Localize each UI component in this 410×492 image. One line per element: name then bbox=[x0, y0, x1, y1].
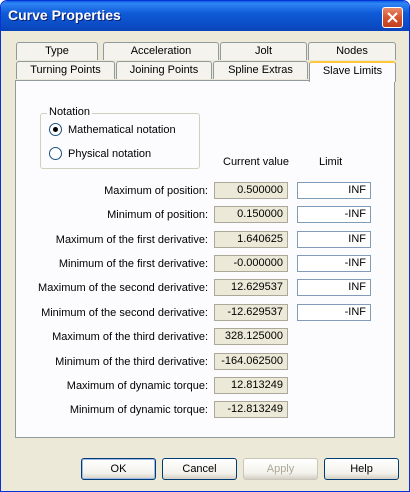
value-max-second-derivative: 12.629537 bbox=[214, 279, 288, 296]
column-header-limit: Limit bbox=[319, 156, 343, 168]
radio-physical-notation[interactable] bbox=[49, 147, 151, 160]
radio-button-selected[interactable] bbox=[49, 123, 62, 136]
label-max-first-derivative: Maximum of the first derivative: bbox=[55, 234, 208, 246]
label-max-dynamic-torque: Maximum of dynamic torque: bbox=[66, 380, 208, 392]
value-max-first-derivative: 1.640625 bbox=[214, 231, 288, 248]
limit-min-first-derivative[interactable]: -INF bbox=[297, 255, 371, 272]
limit-max-first-derivative[interactable]: INF bbox=[297, 231, 371, 248]
value-max-third-derivative: 328.125000 bbox=[214, 328, 288, 345]
label-max-third-derivative: Maximum of the third derivative: bbox=[52, 331, 208, 343]
value-min-third-derivative: -164.062500 bbox=[214, 353, 288, 370]
notation-group bbox=[40, 106, 200, 169]
value-min-first-derivative: -0.000000 bbox=[214, 255, 288, 272]
tab-type[interactable]: Type bbox=[16, 42, 98, 60]
label-min-position: Minimum of position: bbox=[107, 209, 208, 221]
ok-button[interactable]: OK bbox=[81, 458, 156, 480]
value-min-second-derivative: -12.629537 bbox=[214, 304, 288, 321]
radio-mathematical-notation[interactable] bbox=[49, 123, 176, 136]
cancel-button[interactable]: Cancel bbox=[162, 458, 237, 480]
radio-label-physical: Physical notation bbox=[68, 147, 152, 160]
tab-joining-points[interactable]: Joining Points bbox=[116, 61, 212, 79]
label-max-second-derivative: Maximum of the second derivative: bbox=[38, 282, 208, 294]
value-max-position: 0.500000 bbox=[214, 182, 288, 199]
column-header-current-value: Current value bbox=[223, 156, 290, 168]
limit-max-position[interactable]: INF bbox=[297, 182, 371, 199]
limit-min-second-derivative[interactable]: -INF bbox=[297, 304, 371, 321]
close-icon bbox=[387, 12, 398, 23]
help-button[interactable]: Help bbox=[324, 458, 399, 480]
label-min-third-derivative: Minimum of the third derivative: bbox=[55, 356, 208, 368]
radio-button[interactable] bbox=[49, 147, 62, 160]
window-title: Curve Properties bbox=[8, 7, 121, 23]
label-min-first-derivative: Minimum of the first derivative: bbox=[58, 258, 208, 270]
limit-min-position[interactable]: -INF bbox=[297, 206, 371, 223]
value-max-dynamic-torque: 12.813249 bbox=[214, 377, 288, 394]
tab-slave-limits[interactable]: Slave Limits bbox=[309, 61, 396, 82]
label-min-second-derivative: Minimum of the second derivative: bbox=[41, 307, 208, 319]
tab-jolt[interactable]: Jolt bbox=[220, 42, 307, 60]
tab-acceleration[interactable]: Acceleration bbox=[103, 42, 219, 60]
apply-button[interactable]: Apply bbox=[243, 458, 318, 480]
tab-turning-points[interactable]: Turning Points bbox=[16, 61, 115, 79]
tab-spline-extras[interactable]: Spline Extras bbox=[213, 61, 308, 79]
slave-limits-panel bbox=[15, 80, 395, 438]
radio-dot-icon bbox=[53, 127, 58, 132]
radio-label-mathematical: Mathematical notation bbox=[68, 123, 176, 136]
value-min-position: 0.150000 bbox=[214, 206, 288, 223]
title-bar[interactable] bbox=[1, 1, 409, 31]
label-max-position: Maximum of position: bbox=[104, 185, 208, 197]
limit-max-second-derivative[interactable]: INF bbox=[297, 279, 371, 296]
label-min-dynamic-torque: Minimum of dynamic torque: bbox=[69, 404, 208, 416]
close-button[interactable] bbox=[382, 7, 403, 28]
value-min-dynamic-torque: -12.813249 bbox=[214, 401, 288, 418]
tab-nodes[interactable]: Nodes bbox=[308, 42, 396, 60]
notation-group-label: Notation bbox=[49, 106, 90, 118]
